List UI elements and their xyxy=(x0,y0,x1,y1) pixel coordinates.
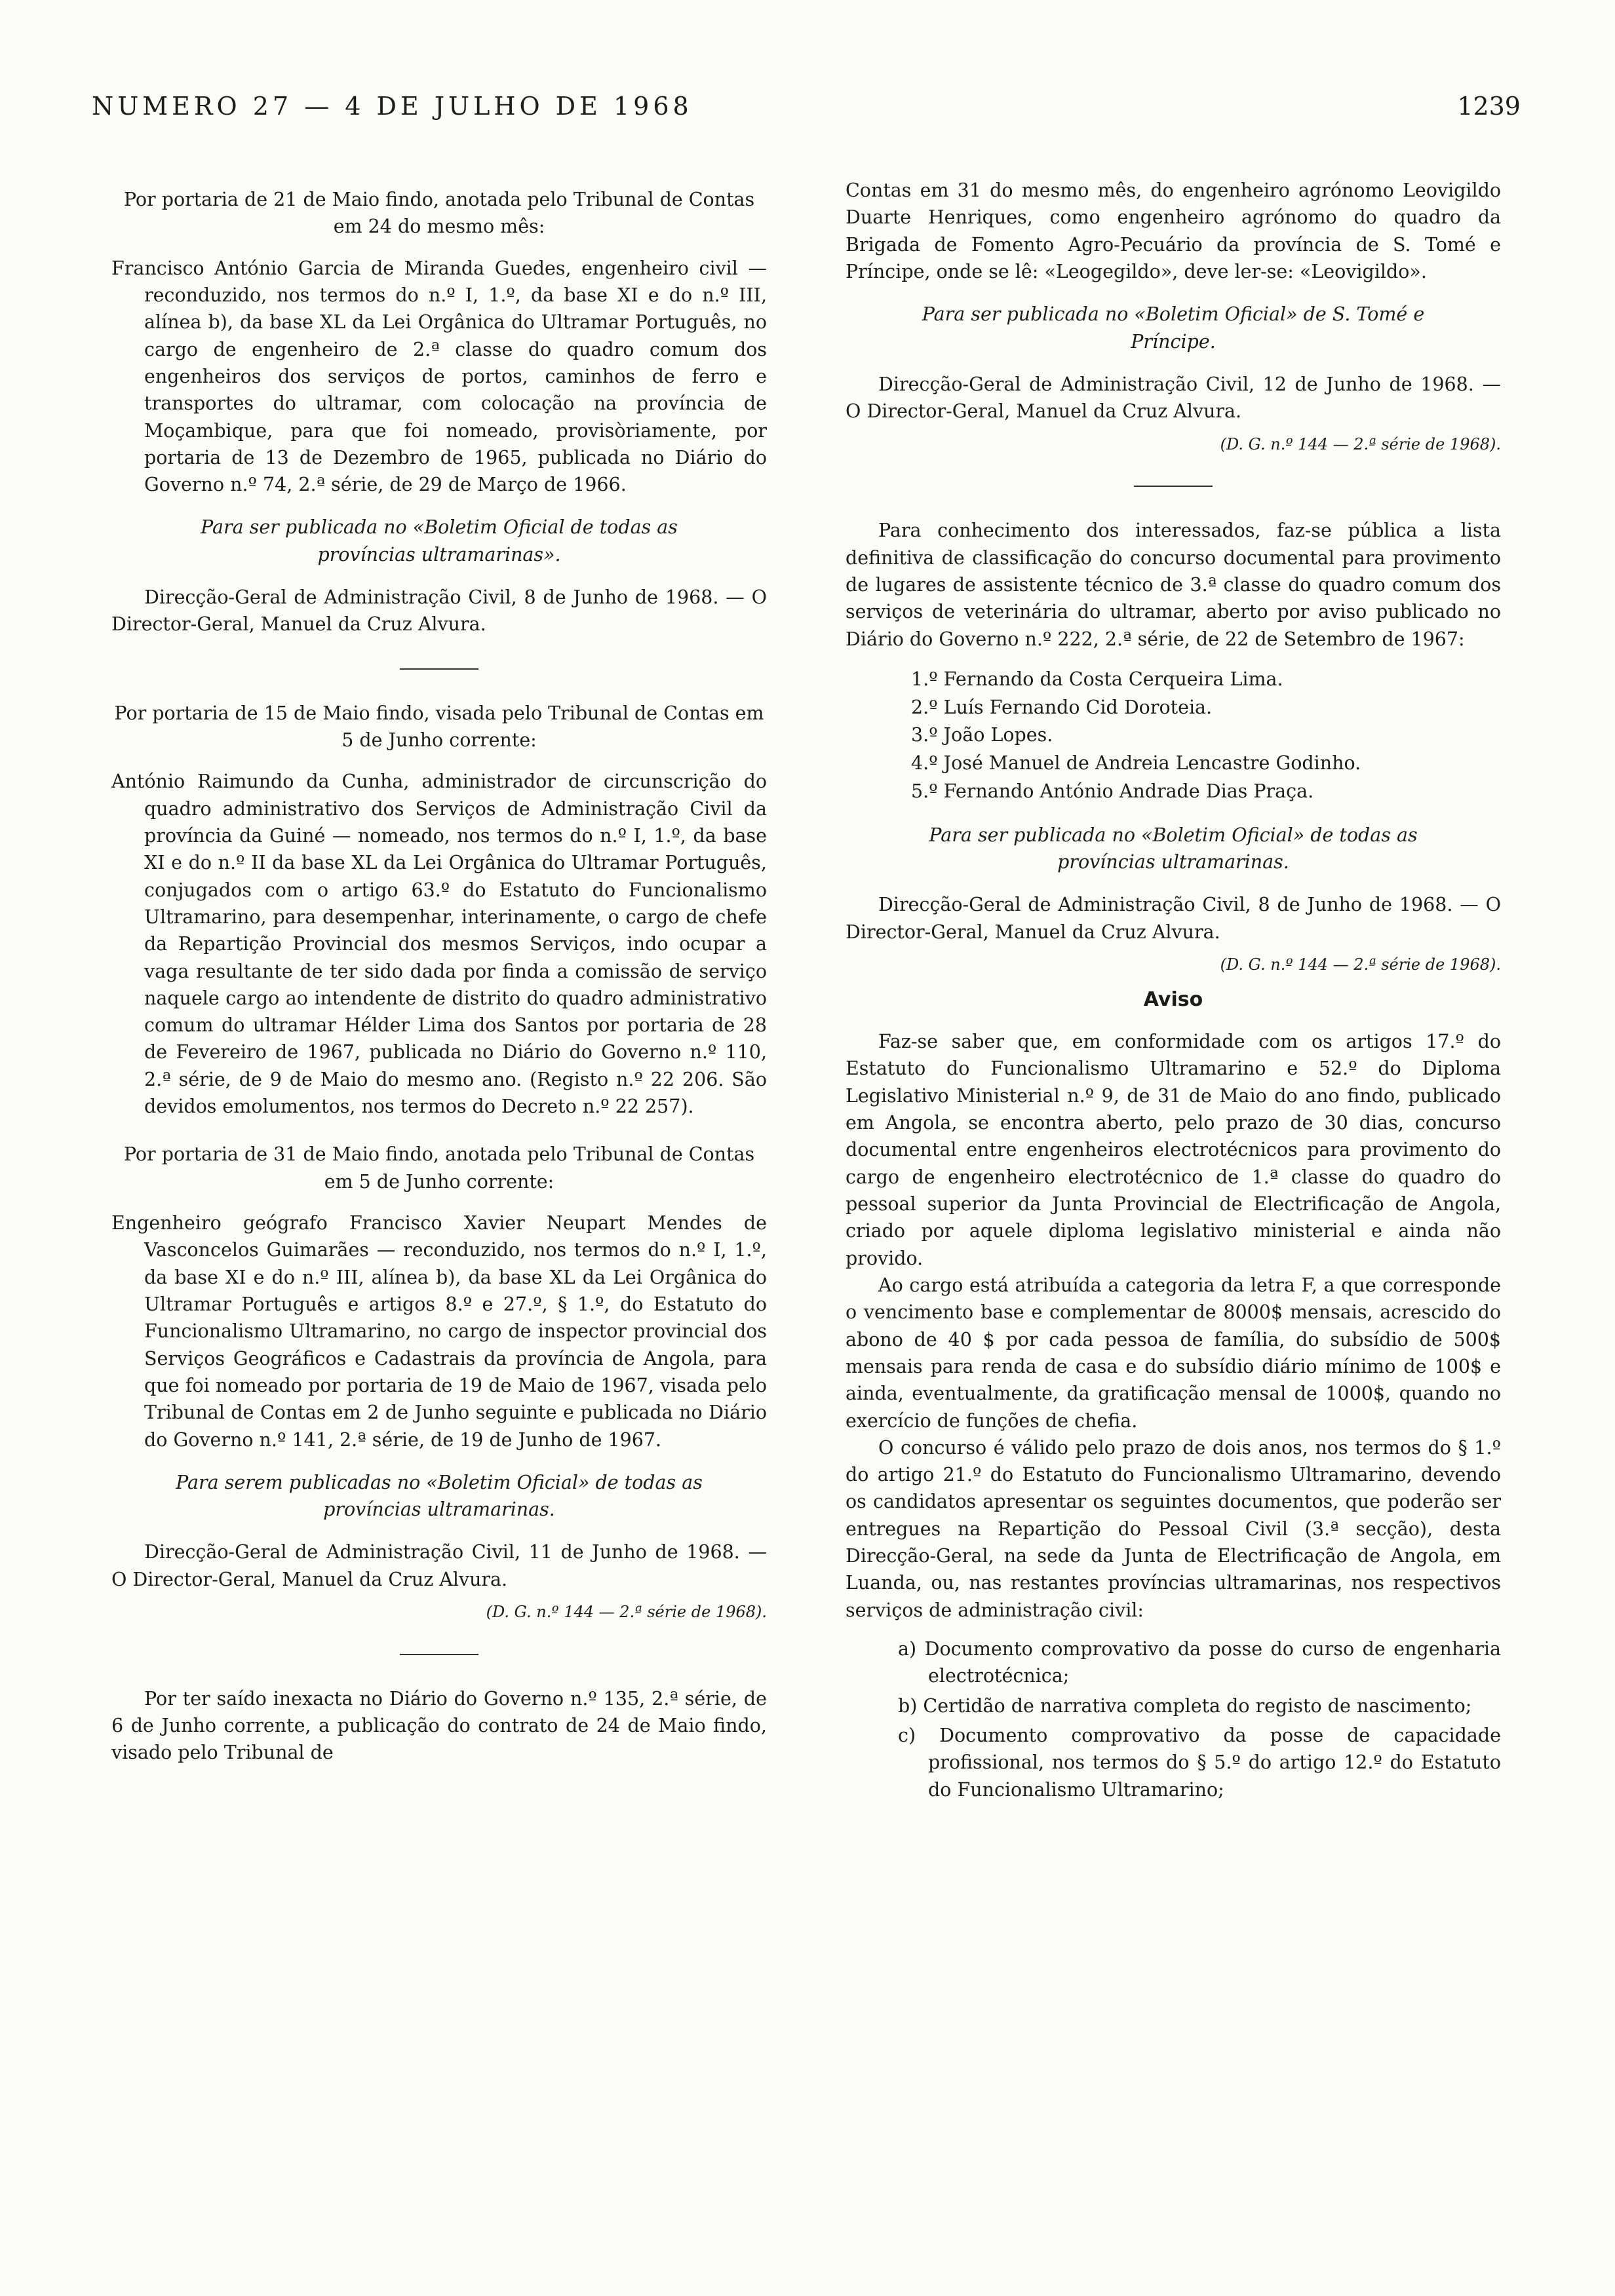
right-column xyxy=(846,177,1501,1806)
separator xyxy=(400,668,478,670)
list-item: a) Documento comprovativo da posse do curso de engenharia electrotécnica; xyxy=(898,1638,1501,1687)
list-item: 1.º Fernando da Costa Cerqueira Lima. xyxy=(911,668,1283,690)
section-1-body: Francisco António Garcia de Miranda Guedes, engenheiro civil — reconduzido, nos termos do n.º I, 1.º, da base XI e do n.º III, alínea b), da base XL da Lei Orgânica do Ultramar Português, no cargo de engenheiro de 2.ª classe do quadro comum dos engenheiros dos serviços de portos, caminhos de ferro e transportes do ultramar, com colocação na província de Moçambique, para que foi nomeado, provisòriamente, por portaria de 13 de Dezembro de 1965, publicada no Diário do Governo n.º 74, 2.ª série, de 29 de Março de 1966. xyxy=(111,257,767,496)
section-3-reference: (D. G. n.º 144 — 2.ª série de 1968). xyxy=(486,1603,767,1622)
page-header xyxy=(92,92,1521,138)
section-1-signature: Direcção-Geral de Administração Civil, 8 de Junho de 1968. — O Director-Geral, Manuel da Cruz Alvura. xyxy=(111,586,767,636)
classification-note: Para ser publicada no «Boletim Oficial» de todas as províncias ultramarinas. xyxy=(929,824,1418,873)
separator xyxy=(400,1654,478,1655)
candidate-list xyxy=(911,666,1501,806)
list-item: c) Documento comprovativo da posse de capacidade profissional, nos termos do § 5.º do artigo 12.º do Estatuto do Funcionalismo Ultramarino; xyxy=(898,1724,1501,1801)
section-3-signature: Direcção-Geral de Administração Civil, 11 de Junho de 1968. — O Director-Geral, Manuel da Cruz Alvura. xyxy=(111,1541,767,1590)
rectification-note: Para ser publicada no «Boletim Oficial» de S. Tomé e Príncipe. xyxy=(922,303,1425,353)
section-4-body: Por ter saído inexacta no Diário do Governo n.º 135, 2.ª série, de 6 de Junho corrente, a publicação do contrato de 24 de Maio findo, visado pelo Tribunal de xyxy=(111,1687,767,1764)
section-3-body: Engenheiro geógrafo Francisco Xavier Neupart Mendes de Vasconcelos Guimarães — reconduzido, nos termos do n.º I, 1.º, da base XI e do n.º III, alínea b), da base XL da Lei Orgânica do Ultramar Português e artigos 8.º e 27.º, § 1.º, do Estatuto do Funcionalismo Ultramarino, no cargo de inspector provincial dos Serviços Geográficos e Cadastrais da província de Angola, para que foi nomeado por portaria de 19 de Maio de 1967, visada pelo Tribunal de Contas em 2 de Junho seguinte e publicada no Diário do Governo n.º 141, 2.ª série, de 19 de Junho de 1967. xyxy=(111,1212,767,1451)
aviso-paragraph-1: Faz-se saber que, em conformidade com os artigos 17.º do Estatuto do Funcionalismo Ultramarino e 52.º do Diploma Legislativo Ministerial n.º 9, de 31 de Maio do ano findo, publicado em Angola, se encontra aberto, pelo prazo de 30 dias, concurso documental entre engenheiros electrotécnicos para provimento do cargo de engenheiro electrotécnico de 1.ª classe do quadro do pessoal superior da Junta Provincial de Electrificação de Angola, criado por aquele diploma legislativo ministerial e ainda não provido. xyxy=(846,1031,1501,1269)
list-item: b) Certidão de narrativa completa do registo de nascimento; xyxy=(898,1694,1472,1717)
separator xyxy=(1134,486,1213,487)
rectification-body: Contas em 31 do mesmo mês, do engenheiro agrónomo Leovigildo Duarte Henriques, como engenheiro agrónomo do quadro da Brigada de Fomento Agro-Pecuário da província de S. Tomé e Príncipe, onde se lê: «Leogegildo», deve ler-se: «Leovigildo». xyxy=(846,180,1501,282)
rectification-reference: (D. G. n.º 144 — 2.ª série de 1968). xyxy=(1220,434,1501,453)
list-item: 5.º Fernando António Andrade Dias Praça. xyxy=(911,780,1314,802)
rectification-signature: Direcção-Geral de Administração Civil, 12 de Junho de 1968. — O Director-Geral, Manuel da Cruz Alvura. xyxy=(846,373,1501,423)
section-2-intro: Por portaria de 15 de Maio findo, visada pelo Tribunal de Contas em 5 de Junho corrente: xyxy=(114,702,764,751)
header-title: NUMERO 27 — 4 DE JULHO DE 1968 xyxy=(92,92,693,121)
section-2-body: António Raimundo da Cunha, administrador de circunscrição do quadro administrativo dos Serviços de Administração Civil da província da Guiné — nomeado, nos termos do n.º I, 1.º, da base XI e do n.º II da base XL da Lei Orgânica do Ultramar Português, conjugados com o artigo 63.º do Estatuto do Funcionalismo Ultramarino, para desempenhar, interinamente, o cargo de chefe da Repartição Provincial dos mesmos Serviços, indo ocupar a vaga resultante de ter sido dada por finda a comissão de serviço naquele cargo ao intendente de distrito do quadro administrativo comum do ultramar Hélder Lima dos Santos por portaria de 28 de Fevereiro de 1967, publicada no Diário do Governo n.º 110, 2.ª série, de 9 de Maio do mesmo ano. (Registo n.º 22 206. São devidos emolumentos, nos termos do Decreto n.º 22 257). xyxy=(111,771,767,1118)
classification-body: Para conhecimento dos interessados, faz-se pública a lista definitiva de classificação do concurso documental para provimento de lugares de assistente técnico de 3.ª classe do quadro comum dos serviços de veterinária do ultramar, aberto por aviso publicado no Diário do Governo n.º 222, 2.ª série, de 22 de Setembro de 1967: xyxy=(846,520,1501,650)
list-item: 4.º José Manuel de Andreia Lencastre Godinho. xyxy=(911,752,1361,775)
aviso-paragraph-3: O concurso é válido pelo prazo de dois anos, nos termos do § 1.º do artigo 21.º do Estatuto do Funcionalismo Ultramarino, devendo os candidatos apresentar os seguintes documentos, que poderão ser entregues na Repartição do Pessoal Civil (3.ª secção), desta Direcção-Geral, na sede da Junta de Electrificação de Angola, em Luanda, ou, nas restantes províncias ultramarinas, nos respectivos serviços de administração civil: xyxy=(846,1436,1501,1621)
page-number: 1239 xyxy=(1457,92,1521,121)
section-1-intro: Por portaria de 21 de Maio findo, anotada pelo Tribunal de Contas em 24 do mesmo mês: xyxy=(123,189,755,238)
section-1-note: Para ser publicada no «Boletim Oficial de todas as províncias ultramarinas». xyxy=(201,516,678,565)
list-item: 2.º Luís Fernando Cid Doroteia. xyxy=(911,696,1213,718)
aviso-heading: Aviso xyxy=(1143,987,1203,1011)
section-3-note: Para serem publicadas no «Boletim Oficial» de todas as províncias ultramarinas. xyxy=(176,1471,703,1521)
documents-list xyxy=(898,1636,1501,1803)
aviso-paragraph-2: Ao cargo está atribuída a categoria da letra F, a que corresponde o vencimento base e complementar de 8000$ mensais, acrescido do abono de 40 $ por cada pessoa de família, do subsídio de 500$ mensais para renda de casa e do subsídio diário mínimo de 100$ e ainda, eventualmente, da gratificação mensal de 1000$, quando no exercício de funções de chefia. xyxy=(846,1274,1501,1432)
section-3-intro: Por portaria de 31 de Maio findo, anotada pelo Tribunal de Contas em 5 de Junho corrente: xyxy=(123,1143,755,1193)
classification-signature: Direcção-Geral de Administração Civil, 8 de Junho de 1968. — O Director-Geral, Manuel da Cruz Alvura. xyxy=(846,894,1501,943)
classification-reference: (D. G. n.º 144 — 2.ª série de 1968). xyxy=(1220,955,1501,974)
list-item: 3.º João Lopes. xyxy=(911,724,1053,746)
left-column xyxy=(111,177,767,1767)
